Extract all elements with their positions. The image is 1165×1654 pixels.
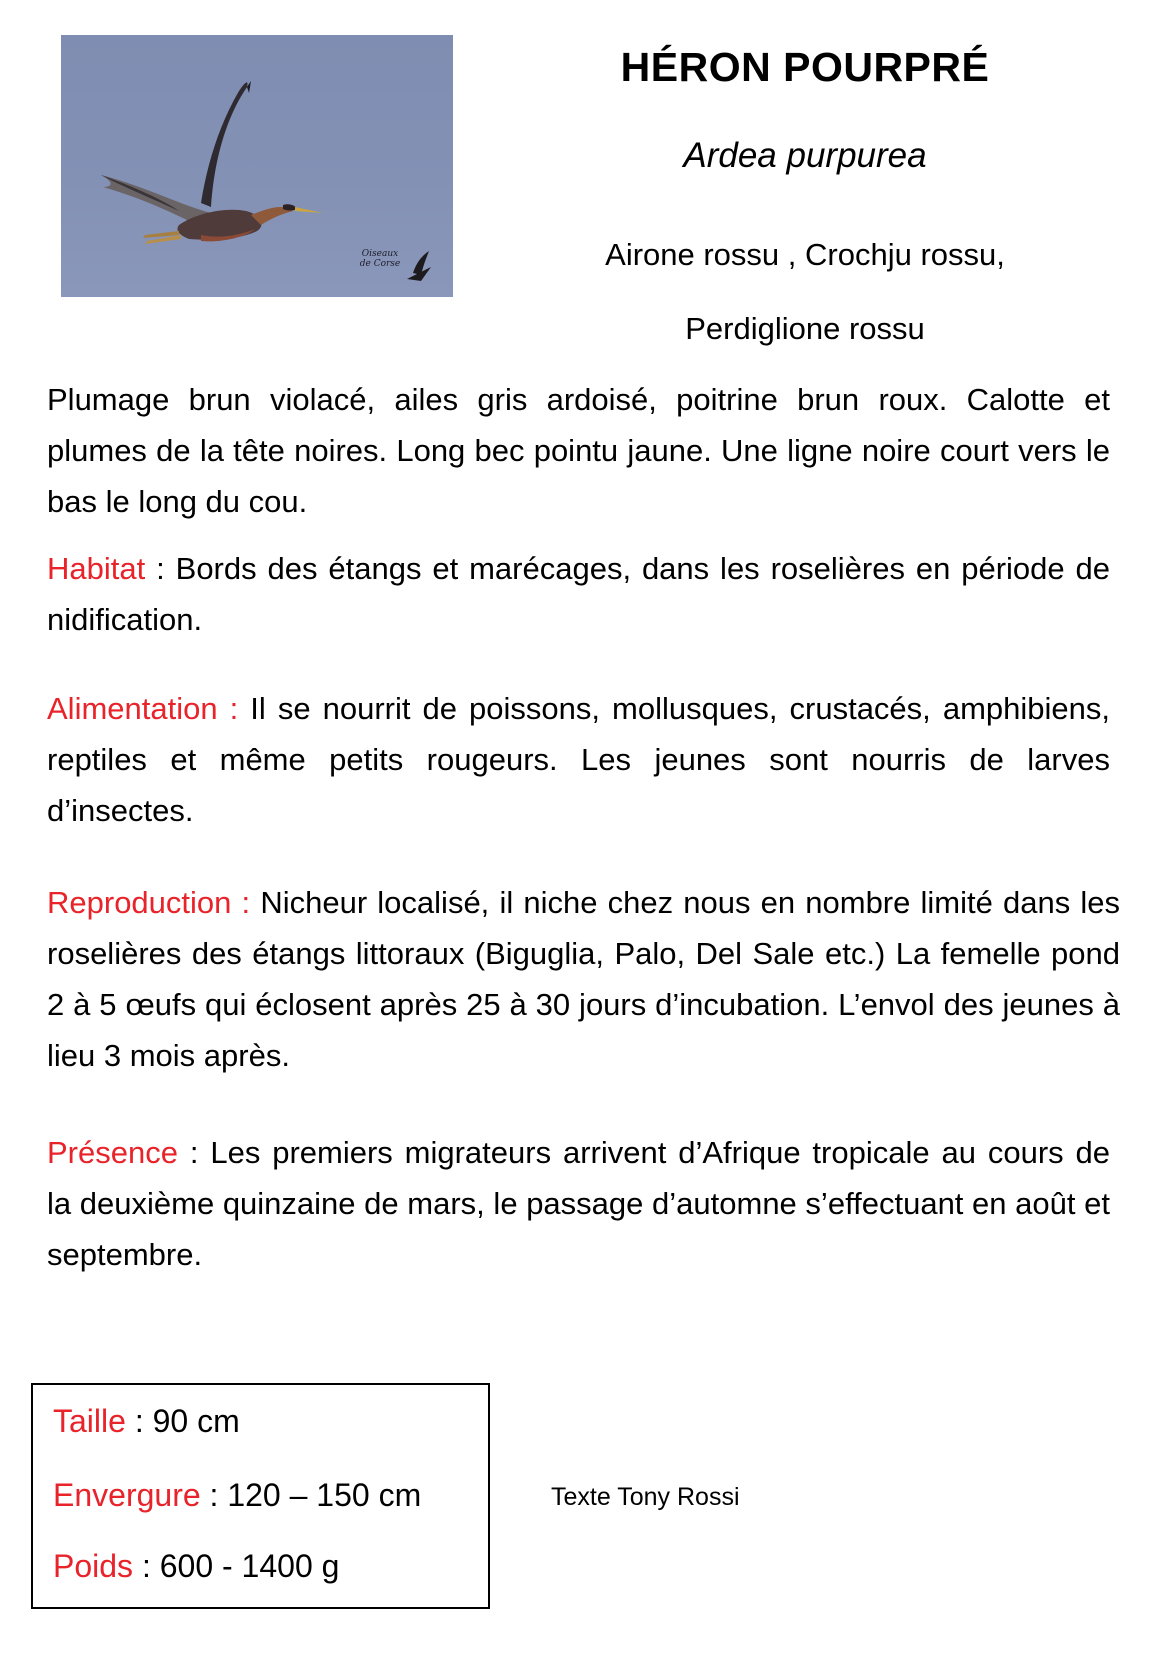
common-names-line-1: Airone rossu , Crochju rossu, — [605, 237, 1005, 272]
poids-row — [53, 1548, 339, 1585]
latin-name: Ardea purpurea — [683, 136, 927, 175]
presence-separator: : — [177, 1135, 211, 1170]
presence-section — [47, 1127, 1110, 1280]
habitat-label: Habitat — [47, 551, 146, 586]
taille-value: : 90 cm — [125, 1403, 240, 1439]
envergure-label: Envergure — [53, 1477, 201, 1513]
description-paragraph: Plumage brun violacé, ailes gris ardoisé, poitrine brun roux. Calotte et plumes de la tête noires. Long bec pointu jaune. Une ligne noire court vers le bas le long du cou. — [47, 382, 1110, 519]
common-names — [540, 218, 1070, 366]
reproduction-text: Nicheur localisé, il niche chez nous en nombre limité dans les roselières des étangs littoraux (Biguglia, Palo, Del Sale etc.) La femelle pond 2 à 5 œufs qui éclosent après 25 à 30 jours d’incubation. L’envol des jeunes à lieu 3 mois après. — [47, 885, 1121, 1073]
envergure-row — [53, 1477, 421, 1514]
common-names-line-2: Perdiglione rossu — [685, 311, 925, 346]
author-credit: Texte Tony Rossi — [551, 1483, 740, 1511]
envergure-value: : 120 – 150 cm — [200, 1477, 422, 1513]
poids-label: Poids — [53, 1548, 134, 1584]
heron-photo — [61, 35, 453, 297]
taille-label: Taille — [53, 1403, 126, 1439]
habitat-section — [47, 543, 1110, 645]
habitat-text: Bords des étangs et marécages, dans les roselières en période de nidification. — [47, 551, 1111, 637]
reproduction-separator — [250, 885, 260, 920]
photo-watermark: Oiseaux de Corse — [359, 249, 401, 269]
alimentation-text: Il se nourrit de poissons, mollusques, crustacés, amphibiens, reptiles et même petits rougeurs. Les jeunes sont nourris de larves d’insectes. — [47, 691, 1110, 828]
alimentation-section — [47, 683, 1110, 836]
measurements-box — [31, 1383, 490, 1609]
presence-label: Présence — [47, 1135, 178, 1170]
reproduction-label: Reproduction : — [47, 885, 251, 920]
alimentation-label: Alimentation : — [47, 691, 239, 726]
reproduction-section — [47, 877, 1120, 1081]
page-title: HÉRON POURPRÉ — [620, 44, 990, 90]
habitat-separator: : — [145, 551, 176, 586]
presence-text: Les premiers migrateurs arrivent d’Afrique tropicale au cours de la deuxième quinzaine de mars, le passage d’automne s’effectuant en août et septembre. — [47, 1135, 1110, 1272]
poids-value: : 600 - 1400 g — [133, 1548, 340, 1584]
alimentation-separator — [238, 691, 250, 726]
taille-row — [53, 1403, 240, 1440]
